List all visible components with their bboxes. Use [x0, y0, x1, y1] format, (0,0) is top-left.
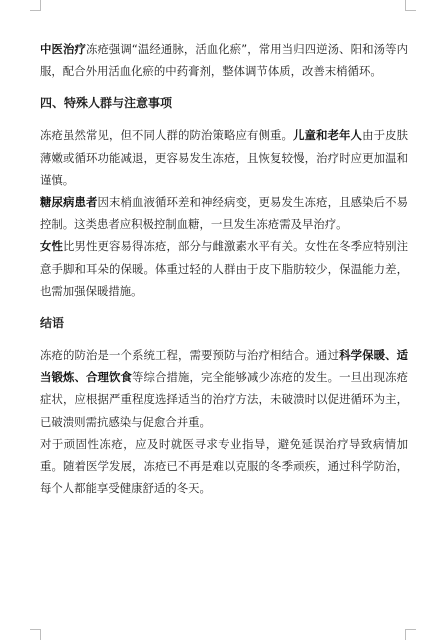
paragraph-text: 比男性更容易得冻疮，部分与雌激素水平有关。女性在冬季应特别注意手脚和耳朵的保暖。体重过轻的人群由于皮下脂肪较少，保温能力差，也需加强保暖措施。: [40, 239, 408, 298]
bold-term: 中医治疗: [40, 42, 86, 56]
paragraph-diabetes: [40, 191, 408, 235]
bold-term: 糖尿病患者: [40, 195, 98, 210]
bold-term: 科学保暖、适当锻炼、合理饮食: [40, 348, 408, 385]
page-corner-mark: [30, 629, 41, 640]
document-body: [40, 38, 408, 499]
section-heading: 结语: [40, 316, 65, 331]
page-corner-mark: [405, 0, 416, 11]
bold-term: 女性: [40, 239, 64, 254]
page-corner-mark: [405, 629, 416, 640]
bold-term: 儿童和老年人: [293, 128, 363, 143]
page-corner-mark: [30, 0, 41, 11]
paragraph-text: 对于顽固性冻疮，应及时就医寻求专业指导，避免延误治疗导致病情加重。随着医学发展，冻疮已不再是难以克服的冬季顽疾，通过科学防治，每个人都能享受健康舒适的冬天。: [40, 436, 408, 496]
paragraph-special-groups: [40, 124, 408, 191]
paragraph-text: 由于皮肤薄嫩或循环功能减退，更容易发生冻疮，且恢复较慢，治疗时应更加温和谨慎。: [40, 128, 408, 187]
paragraph-women: [40, 235, 408, 302]
paragraph-text: 因末梢血液循环差和神经病变，更易发生冻疮，且感染后不易控制。这类患者应积极控制血糖，一旦发生冻疮需及早治疗。: [40, 195, 408, 232]
paragraph-text: 冻疮虽然常见，但不同人群的防治策略应有侧重。: [40, 128, 294, 143]
paragraph-conclusion-2: [40, 433, 408, 500]
paragraph-text: 冻疮强调“温经通脉，活血化瘀”，常用当归四逆汤、阳和汤等内服，配合外用活血化瘀的中药膏剂，整体调节体质，改善末梢循环。: [40, 42, 408, 79]
paragraph-text: 等综合措施，完全能够减少冻疮的发生。一旦出现冻疮症状，应根据严重程度选择适当的治疗方法，未破溃时以促进循环为主，已破溃则需抗感染与促愈合并重。: [40, 370, 408, 429]
paragraph-conclusion-1: [40, 344, 408, 433]
paragraph-text: 冻疮的防治是一个系统工程，需要预防与治疗相结合。通过: [40, 348, 340, 363]
section-heading: 四、特殊人群与注意事项: [40, 96, 173, 111]
paragraph-tcm-treatment: [40, 38, 408, 82]
